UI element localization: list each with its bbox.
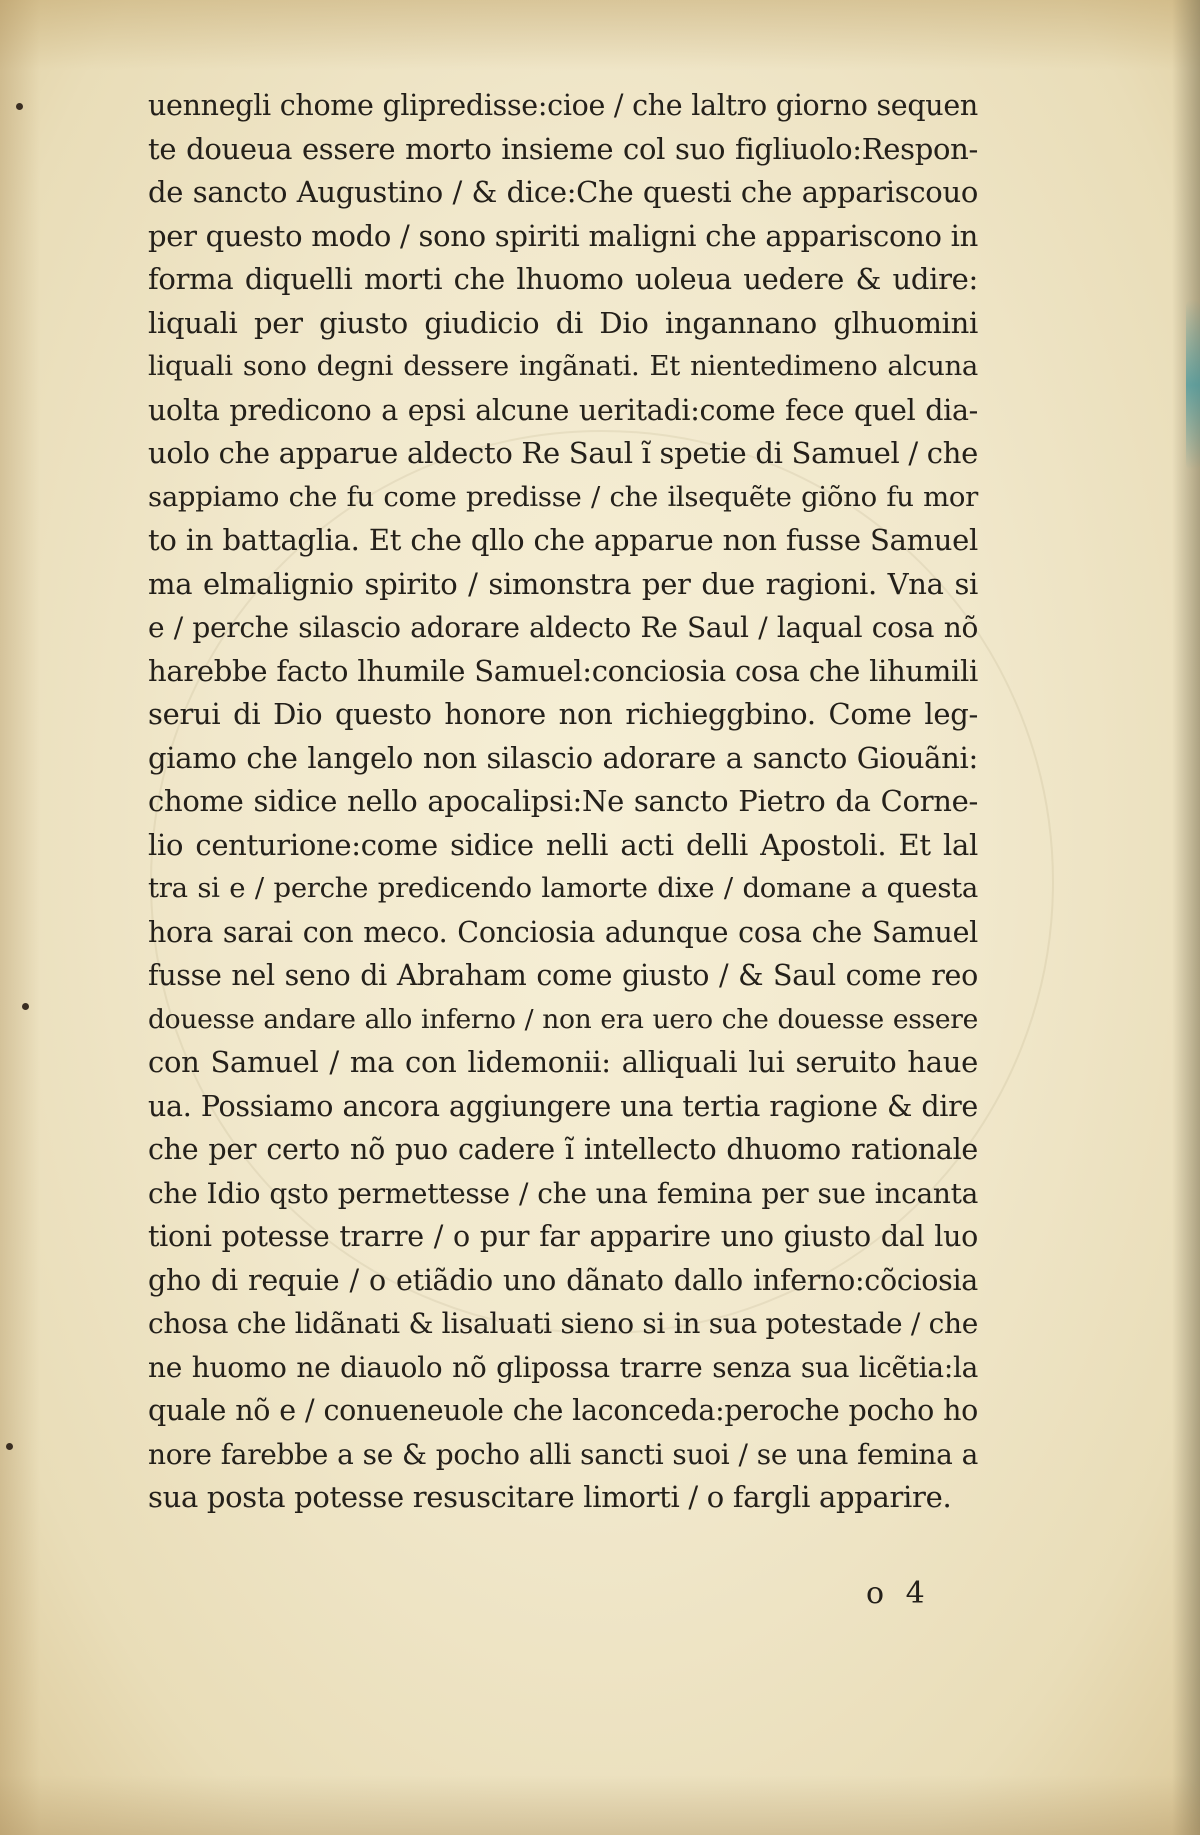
text-line: lio centurione:come sidice nelli acti delli Apostoli. Et lal: [148, 827, 978, 862]
text-line: e / perche silascio adorare aldecto Re Saul / laqual cosa nõ: [148, 611, 978, 644]
text-line: sua posta potesse resuscitare limorti / o fargli apparire.: [148, 1480, 952, 1514]
text-line: te doueua essere morto insieme col suo figliuolo:Respon-: [148, 131, 978, 166]
text-line: to in battaglia. Et che qllo che apparue non fusse Samuel: [148, 523, 978, 557]
margin-mark: [22, 1003, 29, 1010]
text-line: tra si e / perche predicendo lamorte dixe / domane a questa: [148, 872, 978, 904]
text-line: nore farebbe a se & pocho alli sancti suoi / se una femina a: [148, 1437, 978, 1471]
text-line: liquali per giusto giudicio di Dio ingannano glhuomini: [148, 305, 978, 340]
text-line: douesse andare allo inferno / non era uero che douesse essere: [148, 1003, 978, 1035]
text-line: giamo che langelo non silascio adorare a sancto Giouãni:: [148, 740, 978, 775]
text-line: de sancto Augustino / & dice:Che questi che appariscouo: [148, 175, 978, 209]
text-line: tioni potesse trarre / o pur far apparire uno giusto dal luo: [148, 1220, 978, 1253]
text-line: uolo che apparue aldecto Re Saul ĩ spetie di Samuel / che: [148, 436, 978, 470]
page-edge-right: [1172, 0, 1200, 1835]
text-line: per questo modo / sono spiriti maligni che appariscono in: [148, 218, 978, 253]
margin-mark: [16, 103, 23, 110]
text-line: harebbe facto lhumile Samuel:conciosia cosa che lihumili: [148, 653, 978, 688]
text-line: che Idio qsto permettesse / che una femina per sue incanta: [148, 1176, 978, 1210]
text-line: hora sarai con meco. Conciosia adunque cosa che Samuel: [148, 915, 978, 949]
text-line: forma diquelli morti che lhuomo uoleua uedere & udire:: [148, 262, 978, 296]
text-line: chosa che lidãnati & lisaluati sieno si in sua potestade / che: [148, 1307, 978, 1340]
text-column: [148, 84, 978, 1520]
text-line: fusse nel seno di Abraham come giusto / & Saul come reo: [148, 959, 978, 992]
text-line: serui di Dio questo honore non richieggbino. Come leg-: [148, 697, 978, 731]
text-line: ua. Possiamo ancora aggiungere una tertia ragione & dire: [148, 1089, 978, 1123]
text-line: sappiamo che fu come predisse / che ilsequẽte giõno fu mor: [148, 480, 978, 513]
signature-mark: o 4: [866, 1576, 931, 1611]
text-line: con Samuel / ma con lidemonii: alliquali lui seruito haue: [148, 1045, 978, 1079]
margin-mark: [6, 1443, 13, 1450]
page-edge-left: [0, 0, 40, 1835]
text-line: liquali sono degni dessere ingãnati. Et nientedimeno alcuna: [148, 350, 978, 382]
page-edge-bottom: [0, 1775, 1200, 1835]
text-line: gho di requie / o etiãdio uno dãnato dallo inferno:cõciosia: [148, 1263, 978, 1297]
text-line: uennegli chome glipredisse:cioe / che laltro giorno sequen: [148, 89, 978, 122]
page-edge-top: [0, 0, 1200, 70]
text-line: uolta predicono a epsi alcune ueritadi:come fece quel dia-: [148, 393, 978, 427]
text-line: che per certo nõ puo cadere ĩ intellecto dhuomo rationale: [148, 1133, 978, 1166]
page-stain: [1186, 300, 1200, 470]
text-line: chome sidice nello apocalipsi:Ne sancto Pietro da Corne-: [148, 784, 978, 818]
text-line: ma elmalignio spirito / simonstra per due ragioni. Vna si: [148, 566, 978, 601]
text-line: ne huomo ne diauolo nõ glipossa trarre senza sua licẽtia:la: [148, 1350, 978, 1384]
text-line: quale nõ e / conueneuole che laconceda:peroche pocho ho: [148, 1394, 978, 1427]
